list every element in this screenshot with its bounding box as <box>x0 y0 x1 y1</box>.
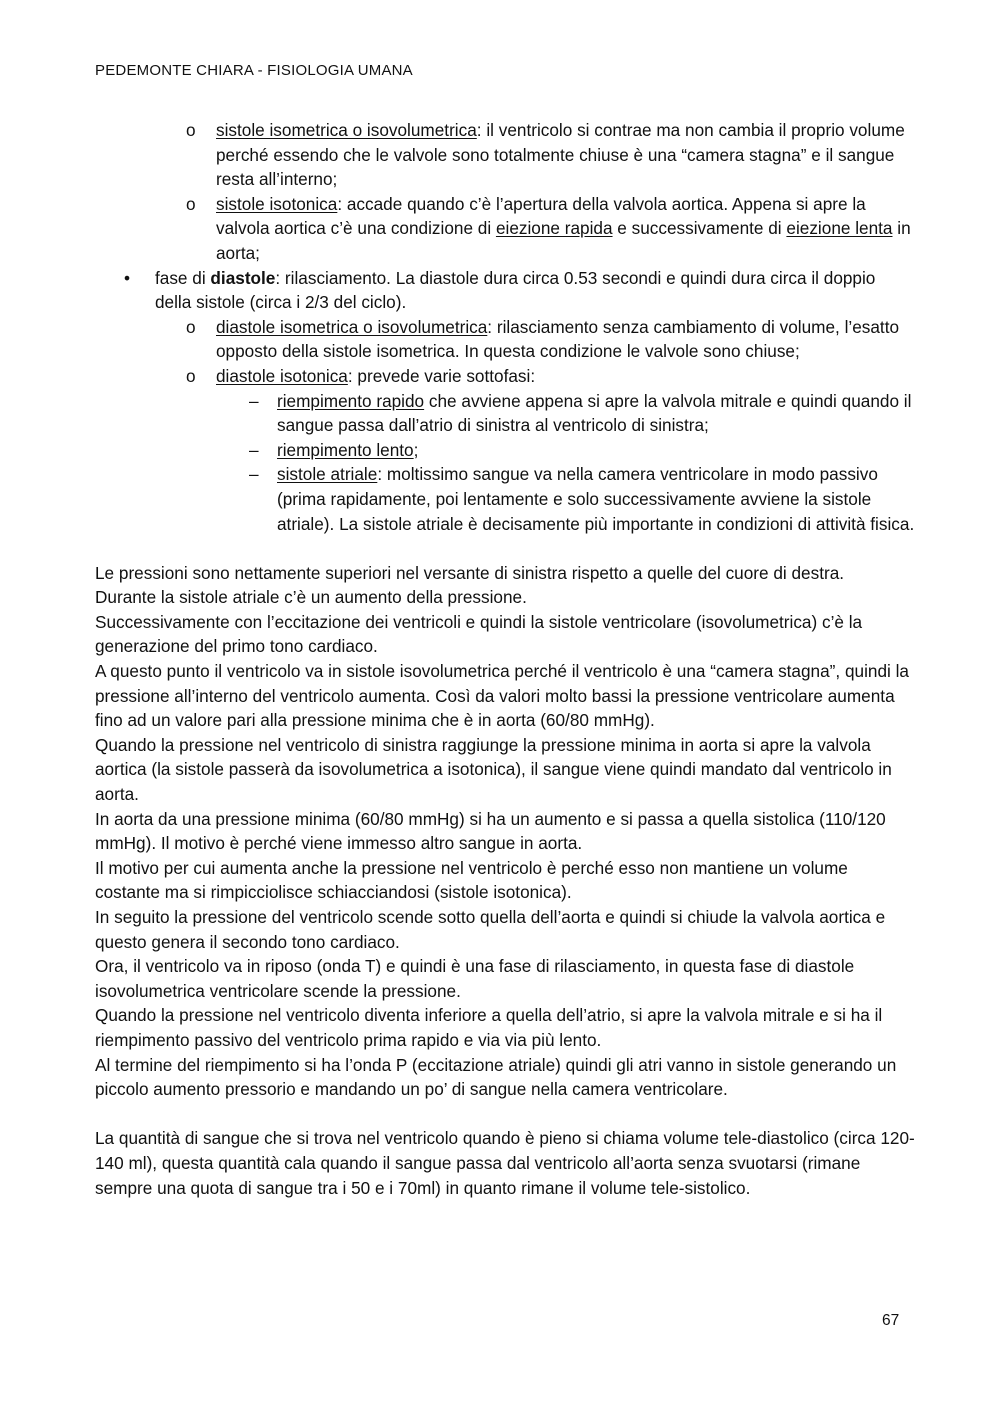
item-text: : prevede varie sottofasi: <box>347 365 536 386</box>
item-text: : rilasciamento senza cambiamento di volume, l’esatto opposto della sistole isometrica. In questa condizione le valvole sono chiuse; <box>216 316 900 362</box>
bullet-marker: o <box>186 365 196 386</box>
paragraph: Quando la pressione nel ventricolo di sinistra raggiunge la pressione minima in aorta si apre la valvola aortica (la sistole passerà da isovolumetrica a isotonica), il sangue viene quindi mandato dal ventricolo in aorta. <box>95 734 892 805</box>
dash-marker: – <box>249 390 259 411</box>
spacer <box>95 536 915 561</box>
term-riempimento-rapido: riempimento rapido <box>277 390 425 411</box>
term-sistole-atriale: sistole atriale <box>277 464 378 485</box>
item-text: e successivamente di <box>612 218 787 239</box>
bullet-marker: • <box>124 267 131 288</box>
item-text: ; <box>413 439 419 460</box>
paragraph: Al termine del riempimento si ha l’onda P (eccitazione atriale) quindi gli atri vanno in sistole generando un piccolo aumento pressorio e mandando un po’ di sangue nella camera ventricolare. <box>95 1054 897 1100</box>
list-item-diastole-isometrica <box>95 315 915 364</box>
dash-marker: – <box>249 464 259 485</box>
list-item-fase-diastole <box>95 266 915 315</box>
paragraph: Il motivo per cui aumenta anche la pressione nel ventricolo è perché esso non mantiene un volume costante ma si rimpicciolisce schiacciandosi (sistole isotonica). <box>95 857 848 903</box>
paragraph: Successivamente con l’eccitazione dei ventricoli e quindi la sistole ventricolare (isovolumetrica) c’è la generazione del primo tono cardiaco. <box>95 611 863 657</box>
list-item-sistole-isotonica <box>95 192 915 266</box>
bullet-marker: o <box>186 120 196 140</box>
item-prefix: fase di <box>155 267 211 288</box>
spacer <box>95 1102 915 1127</box>
term-sistole-isometrica: sistole isometrica o isovolumetrica <box>216 120 477 140</box>
item-text: : il ventricolo si contrae ma non cambia il proprio volume perché essendo che le valvole sono totalmente chiuse è una “camera stagna” e il sangue resta all’interno; <box>216 120 905 190</box>
list-item-sistole-isometrica <box>95 118 915 192</box>
item-text: in aorta; <box>216 218 911 263</box>
term-eiezione-rapida: eiezione rapida <box>495 218 613 239</box>
paragraph: Le pressioni sono nettamente superiori nel versante di sinistra rispetto a quelle del cuore di destra. <box>95 562 845 583</box>
list-item-sistole-atriale <box>95 462 915 536</box>
term-eiezione-lenta: eiezione lenta <box>786 218 893 239</box>
paragraph: Quando la pressione nel ventricolo diventa inferiore a quella dell’atrio, si apre la valvola mitrale e si ha il riempimento passivo del ventricolo prima rapido e via via più lento. <box>95 1005 883 1050</box>
paragraph: A questo punto il ventricolo va in sistole isovolumetrica perché il ventricolo è una “camera stagna”, quindi la pressione all’interno del ventricolo aumenta. Così da valori molto bassi la pressione ventricolare aumenta fino ad un valore pari alla pressione minima che è in aorta (60/80 mmHg). <box>95 661 909 731</box>
bullet-marker: o <box>186 316 196 337</box>
page-number: 67 <box>882 1312 900 1329</box>
page-header: PEDEMONTE CHIARA - FISIOLOGIA UMANA <box>95 62 413 79</box>
item-text: che avviene appena si apre la valvola mitrale e quindi quando il sangue passa dall’atrio di sinistra al ventricolo di sinistra; <box>277 390 912 436</box>
list-item-riempimento-rapido <box>95 389 915 438</box>
list-item-riempimento-lento <box>95 438 915 463</box>
item-text: : accade quando c’è l’apertura della valvola aortica. Appena si apre la valvola aortica c’è una condizione di <box>216 193 866 239</box>
paragraph: In seguito la pressione del ventricolo scende sotto quella dell’aorta e quindi si chiude la valvola aortica e questo genera il secondo tono cardiaco. <box>95 907 886 952</box>
dash-marker: – <box>249 439 259 460</box>
page-content <box>95 118 915 1200</box>
paragraph: In aorta da una pressione minima (60/80 mmHg) si ha un aumento e si passa a quella sistolica (110/120 mmHg). Il motivo è perché viene immesso altro sangue in aorta. <box>95 808 886 854</box>
paragraph: Durante la sistole atriale c’è un aumento della pressione. <box>95 587 527 608</box>
item-text: : moltissimo sangue va nella camera ventricolare in modo passivo (prima rapidamente, poi lentamente e solo successivamente avviene la sistole atriale). La sistole atriale è decisamente più importante in condizioni di attività fisica. <box>277 464 915 534</box>
term-sistole-isotonica: sistole isotonica <box>216 193 338 214</box>
item-text: : rilasciamento. La diastole dura circa 0.53 secondi e quindi dura circa il doppio della sistole (circa i 2/3 del ciclo). <box>155 267 876 313</box>
term-riempimento-lento: riempimento lento <box>277 439 414 460</box>
term-diastole: diastole <box>210 267 276 288</box>
term-diastole-isotonica: diastole isotonica <box>216 365 348 386</box>
bullet-marker: o <box>186 193 196 214</box>
list-item-diastole-isotonica <box>95 364 915 389</box>
paragraph: La quantità di sangue che si trova nel ventricolo quando è pieno si chiama volume tele-diastolico (circa 120-140 ml), questa quantità cala quando il sangue passa dal ventricolo all’aorta senza svuotarsi (rimane sempre una quota di sangue tra i 50 e i 70ml) in quanto rimane il volume tele-sistolico. <box>95 1128 915 1198</box>
paragraph: Ora, il ventricolo va in riposo (onda T) e quindi è una fase di rilasciamento, in questa fase di diastole isovolumetrica ventricolare scende la pressione. <box>95 956 855 1001</box>
term-diastole-isometrica: diastole isometrica o isovolumetrica <box>216 316 488 337</box>
